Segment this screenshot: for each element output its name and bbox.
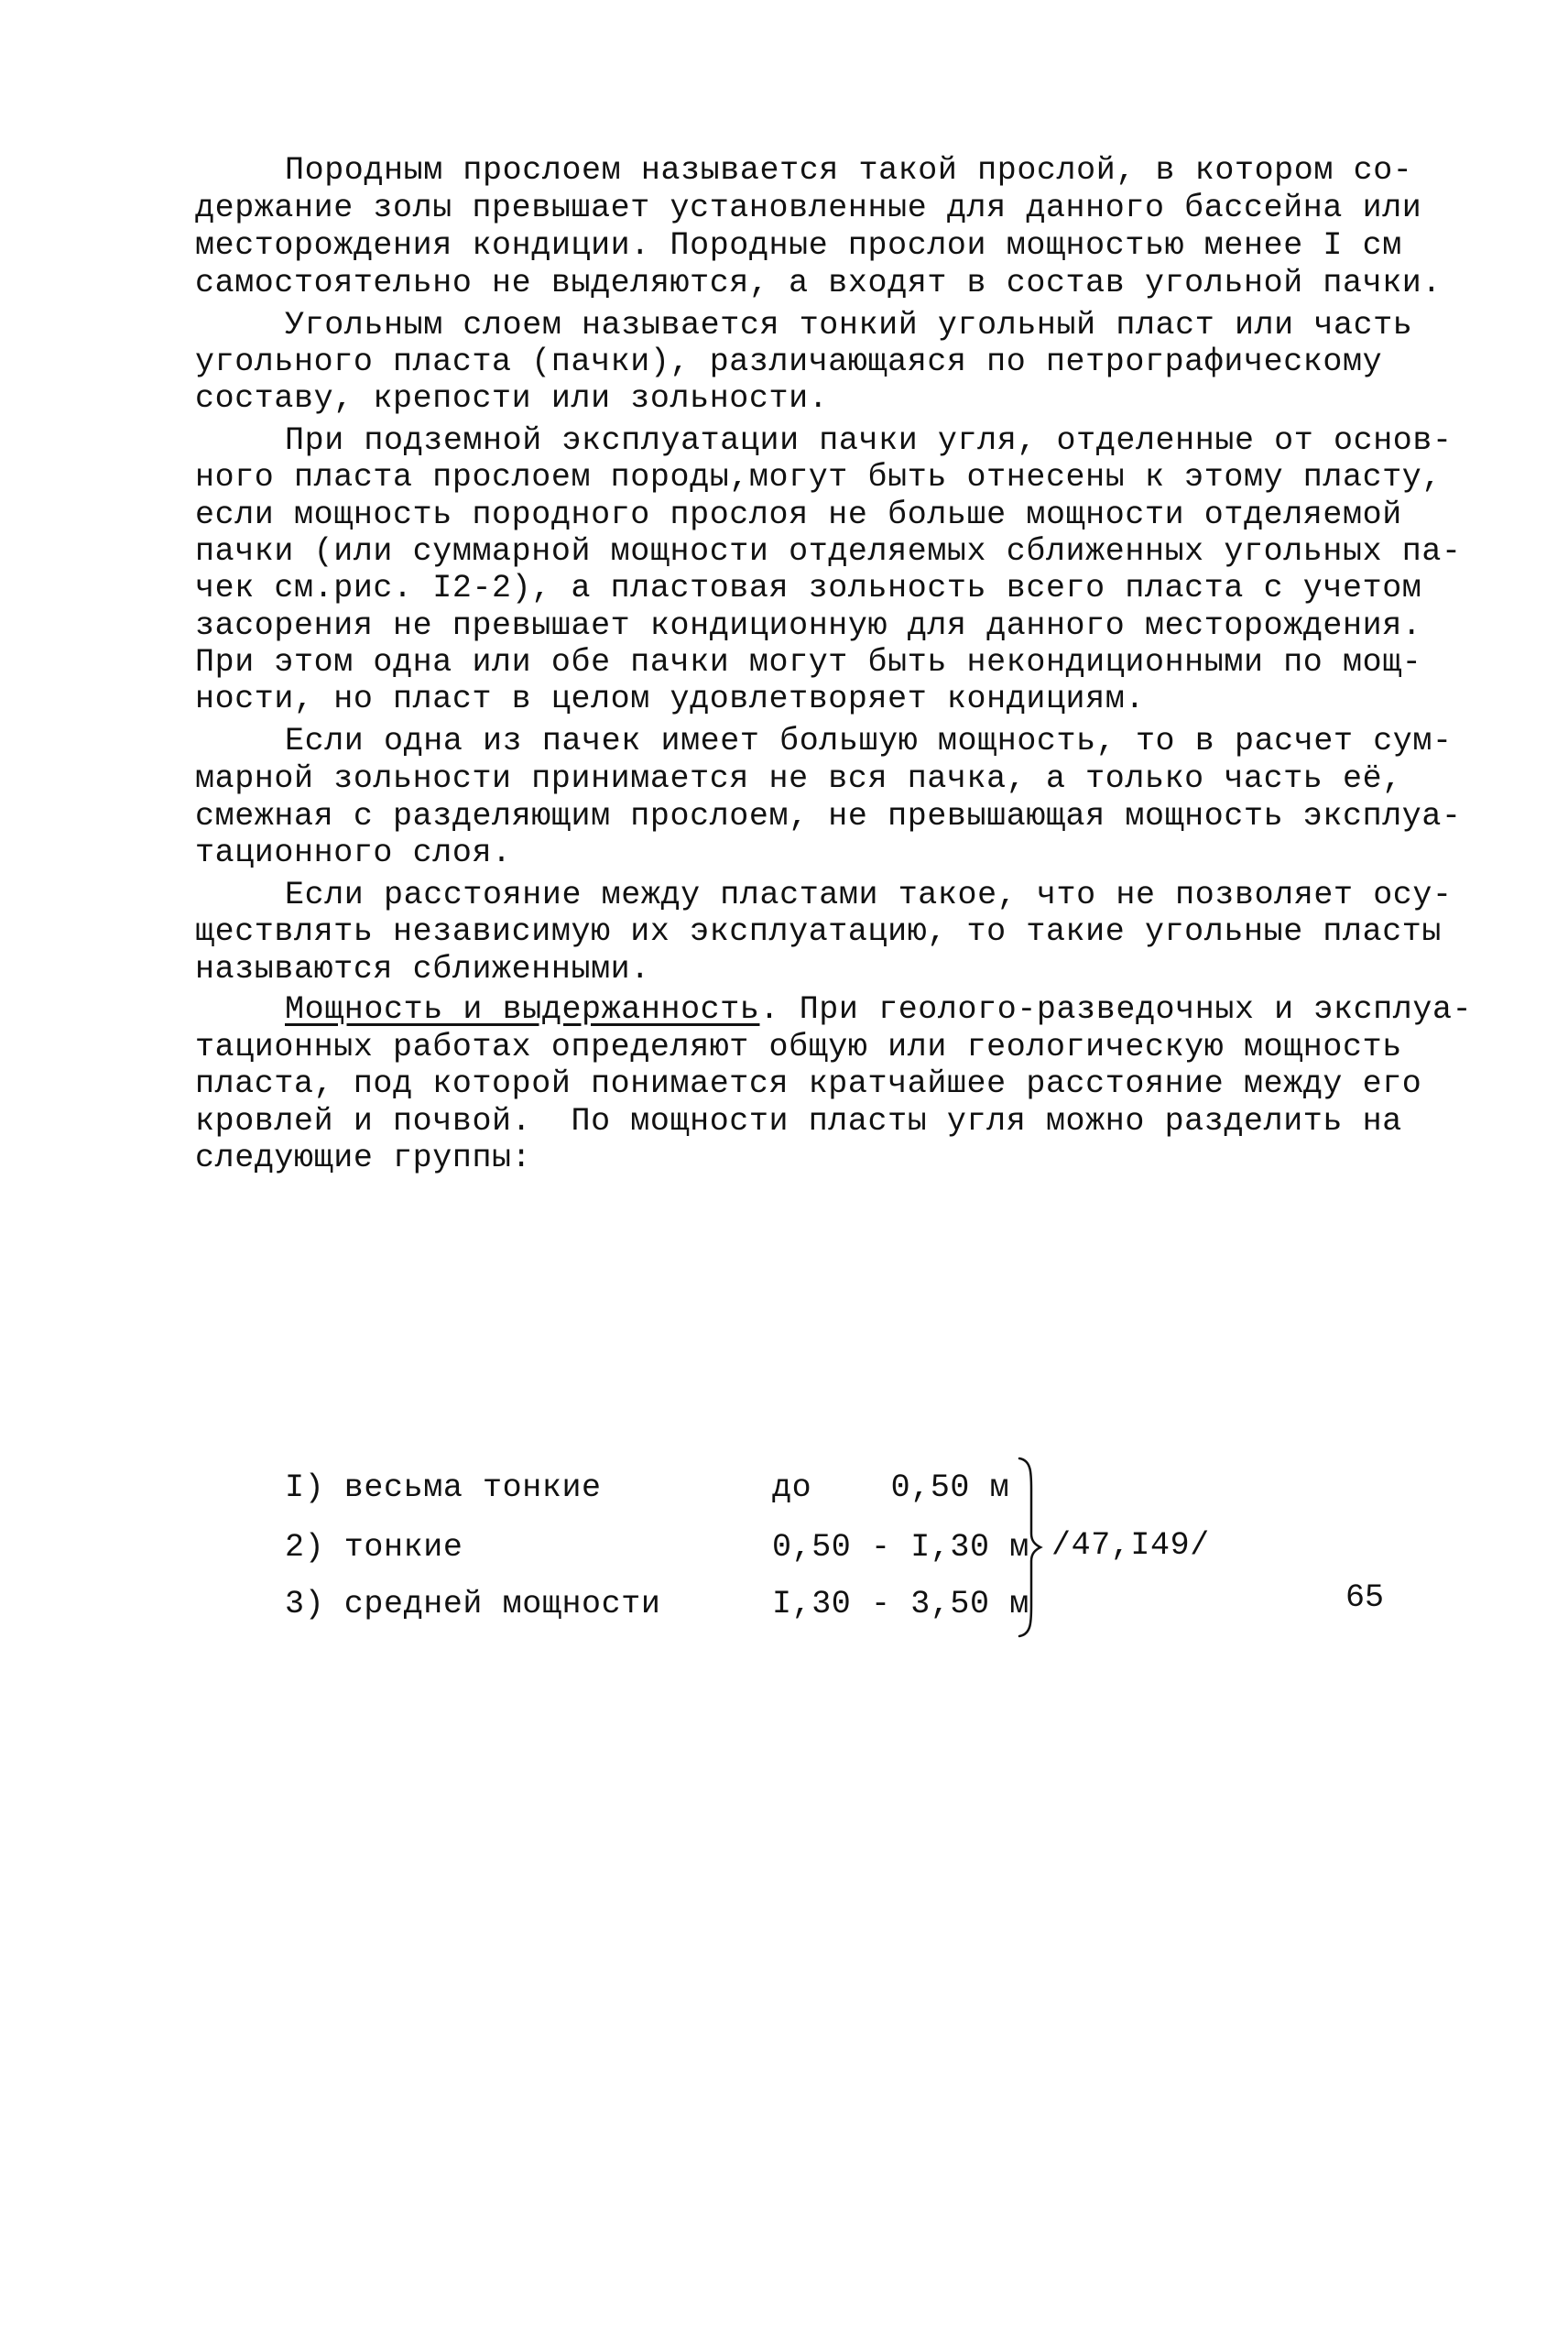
paragraph-3-line-5: чек см.рис. I2-2), а пластовая зольность всего пласта с учетом <box>195 570 1422 606</box>
group-label-1: I) весьма тонкие <box>285 1469 602 1506</box>
paragraph-3-line-7: При этом одна или обе пачки могут быть некондиционными по мощ- <box>195 644 1422 681</box>
paragraph-2-line-1: Угольным слоем называется тонкий угольный пласт или часть <box>285 307 1413 344</box>
page-number: 65 <box>1345 1579 1385 1616</box>
paragraph-5-line-3: называются сближенными. <box>195 951 650 988</box>
paragraph-6-line-1 <box>285 991 1473 1028</box>
paragraph-3-line-4: пачки (или суммарной мощности отделяемых сближенных угольных па- <box>195 533 1462 570</box>
group-range-2: 0,50 - I,30 м <box>772 1529 1029 1566</box>
group-row-2 <box>285 1529 1036 1572</box>
paragraph-6-line-4: кровлей и почвой. По мощности пласты угля можно разделить на <box>195 1103 1402 1140</box>
paragraph-3-line-3: если мощность породного прослоя не больше мощности отделяемой <box>195 497 1402 533</box>
section-heading-thickness: Мощность и выдержанность <box>285 991 760 1028</box>
paragraph-5-line-1: Если расстояние между пластами такое, что не позволяет осу- <box>285 877 1453 913</box>
group-range-3: I,30 - 3,50 м <box>772 1586 1029 1622</box>
paragraph-6-line-3: пласта, под которой понимается кратчайшее расстояние между его <box>195 1065 1422 1102</box>
paragraph-6-line-1-rest: . При геолого-разведочных и эксплуа- <box>759 991 1473 1028</box>
paragraph-1-line-2: держание золы превышает установленные для данного бассейна или <box>195 190 1422 226</box>
paragraph-2-line-3: составу, крепости или зольности. <box>195 380 829 417</box>
group-label-3: 3) средней мощности <box>285 1586 661 1622</box>
paragraph-1-line-3: месторождения кондиции. Породные прослои мощностью менее I см <box>195 227 1402 264</box>
paragraph-3-line-2: ного пласта прослоем породы,могут быть отнесены к этому пласту, <box>195 459 1443 496</box>
brace-icon <box>1015 1457 1044 1638</box>
group-row-3 <box>285 1586 1036 1629</box>
paragraph-5-line-2: ществлять независимую их эксплуатацию, то такие угольные пласты <box>195 913 1443 950</box>
paragraph-4-line-1: Если одна из пачек имеет большую мощность, то в расчет сум- <box>285 723 1453 759</box>
paragraph-3-line-8: ности, но пласт в целом удовлетворяет кондициям. <box>195 681 1145 717</box>
paragraph-6-line-2: тационных работах определяют общую или геологическую мощность <box>195 1029 1402 1065</box>
reference-label: /47,I49/ <box>1051 1527 1210 1564</box>
paragraph-3-line-6: засорения не превышает кондиционную для данного месторождения. <box>195 607 1422 644</box>
paragraph-2-line-2: угольного пласта (пачки), различающаяся по петрографическому <box>195 344 1383 380</box>
group-row-1 <box>285 1469 1036 1512</box>
paragraph-1-line-1: Породным прослоем называется такой прослой, в котором со- <box>285 152 1413 189</box>
paragraph-6-line-5: следующие группы: <box>195 1140 532 1176</box>
paragraph-4-line-4: тационного слоя. <box>195 835 512 871</box>
paragraph-4-line-2: марной зольности принимается не вся пачка, а только часть её, <box>195 760 1402 797</box>
group-range-1: до 0,50 м <box>772 1469 1010 1506</box>
paragraph-1-line-4: самостоятельно не выделяются, а входят в состав угольной пачки. <box>195 265 1443 301</box>
group-label-2: 2) тонкие <box>285 1529 463 1566</box>
paragraph-3-line-1: При подземной эксплуатации пачки угля, отделенные от основ- <box>285 422 1453 459</box>
paragraph-4-line-3: смежная с разделяющим прослоем, не превышающая мощность эксплуа- <box>195 798 1462 835</box>
